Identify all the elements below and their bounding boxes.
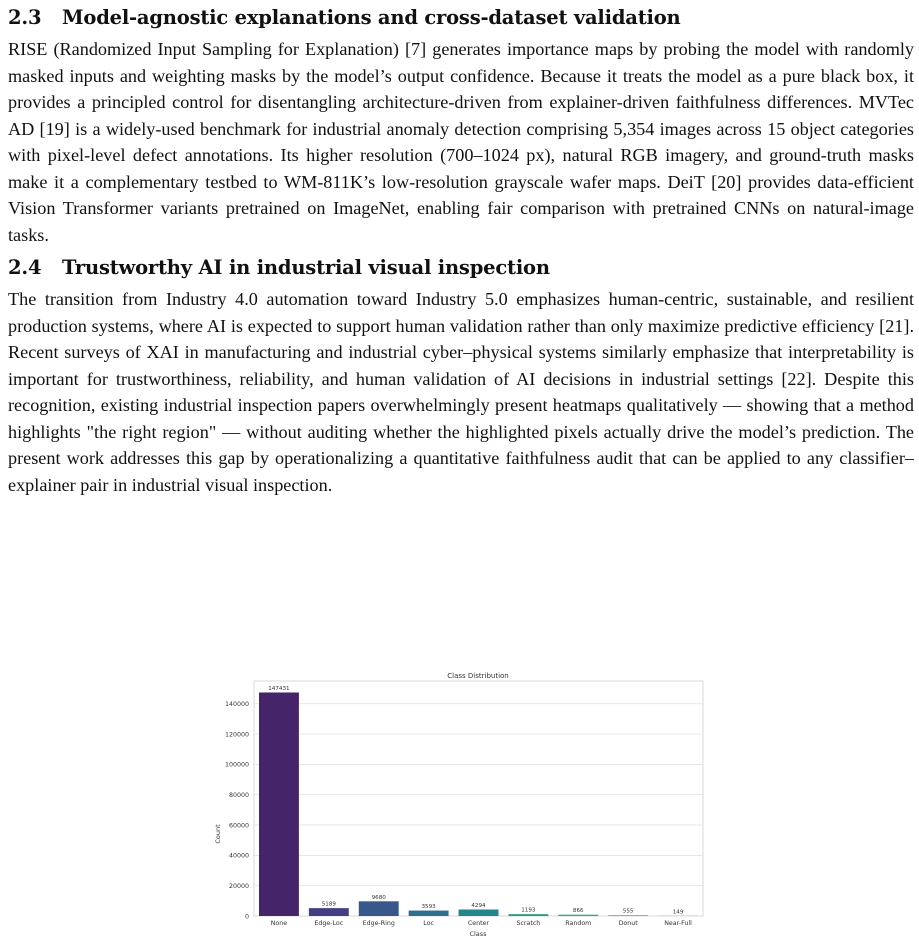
section-paragraph: RISE (Randomized Input Sampling for Explanation) [7] generates importance maps by probing the model with randomly masked inputs and weighting masks by the model’s output confidence. Because it treats the model as a pure black box, it provides a principled control for disentangling architecture-driven from explainer-driven faithfulness differences. MVTec AD [19] is a widely-used benchmark for industrial anomaly detection comprising 5,354 images across 15 object categories with pixel-level defect annotations. Its higher resolution (700–1024 px), natural RGB imagery, and ground-truth masks make it a complementary testbed to WM-811K’s low-resolution grayscale wafer maps. DeiT [20] provides data-efficient Vision Transformer variants pretrained on ImageNet, enabling fair comparison with pretrained CNNs on natural-image tasks. xyxy=(8,39,914,245)
bar-value-label: 4294 xyxy=(471,902,486,909)
y-tick-label: 40000 xyxy=(228,852,249,860)
bar-value-label: 147431 xyxy=(268,685,290,692)
section-title: Trustworthy AI in industrial visual inspection xyxy=(62,256,550,279)
bar-loc xyxy=(409,911,449,916)
x-tick-label: Near-Full xyxy=(664,920,692,927)
x-tick-label: Random xyxy=(565,920,592,927)
chart-title: Class Distribution xyxy=(447,672,509,680)
bar-value-label: 555 xyxy=(622,908,634,915)
bar-scratch xyxy=(508,914,548,916)
bar-value-label: 9680 xyxy=(371,894,386,901)
y-tick-label: 120000 xyxy=(224,731,249,739)
y-tick-label: 100000 xyxy=(224,761,249,769)
x-tick-label: Loc xyxy=(423,920,434,927)
y-tick-label: 20000 xyxy=(228,882,249,890)
bar-value-label: 149 xyxy=(672,909,684,916)
y-tick-label: 80000 xyxy=(228,792,249,800)
bar-edge-loc xyxy=(309,908,349,916)
y-axis-label: Count xyxy=(214,824,222,844)
x-tick-label: Edge-Ring xyxy=(362,920,395,927)
x-tick-label: None xyxy=(270,920,288,927)
bar-value-label: 5189 xyxy=(321,901,336,908)
plot-frame xyxy=(254,681,703,916)
bar-none xyxy=(259,692,299,916)
y-tick-label: 0 xyxy=(244,913,249,921)
bar-random xyxy=(558,915,598,916)
plot-area xyxy=(225,681,703,927)
x-tick-label: Edge-Loc xyxy=(314,920,344,927)
section-paragraph: The transition from Industry 4.0 automation toward Industry 5.0 emphasizes human-centric, sustainable, and resilient production systems, where AI is expected to support human validation rather than only maximize predictive efficiency [21]. Recent surveys of XAI in manufacturing and industrial cyber–physical systems similarly emphasize that interpretability is important for trustworthiness, reliability, and human validation of AI decisions in industrial settings [22]. Despite this recognition, existing industrial inspection papers overwhelmingly present heatmaps qualitatively — showing that a method highlights "the right region" — without auditing whether the highlighted pixels actually drive the model’s prediction. The present work addresses this gap by operationalizing a quantitative faithfulness audit that can be applied to any classifier–explainer pair in industrial visual inspection. xyxy=(8,289,914,495)
bar-value-label: 3593 xyxy=(421,904,436,911)
y-tick-label: 60000 xyxy=(228,822,249,830)
section-number: 2.4 xyxy=(8,256,42,279)
bar-edge-ring xyxy=(359,901,399,916)
bar-value-label: 1193 xyxy=(521,907,536,914)
x-tick-label: Donut xyxy=(618,920,638,927)
x-axis-label: Class xyxy=(469,930,487,938)
x-tick-label: Center xyxy=(467,920,490,927)
bar-donut xyxy=(608,915,648,916)
section-number: 2.3 xyxy=(8,6,42,29)
y-tick-label: 140000 xyxy=(224,701,249,709)
bar-value-label: 866 xyxy=(572,908,584,915)
section-title: Model-agnostic explanations and cross-dataset validation xyxy=(62,6,681,29)
x-tick-label: Scratch xyxy=(516,920,541,927)
bar-center xyxy=(459,909,499,916)
